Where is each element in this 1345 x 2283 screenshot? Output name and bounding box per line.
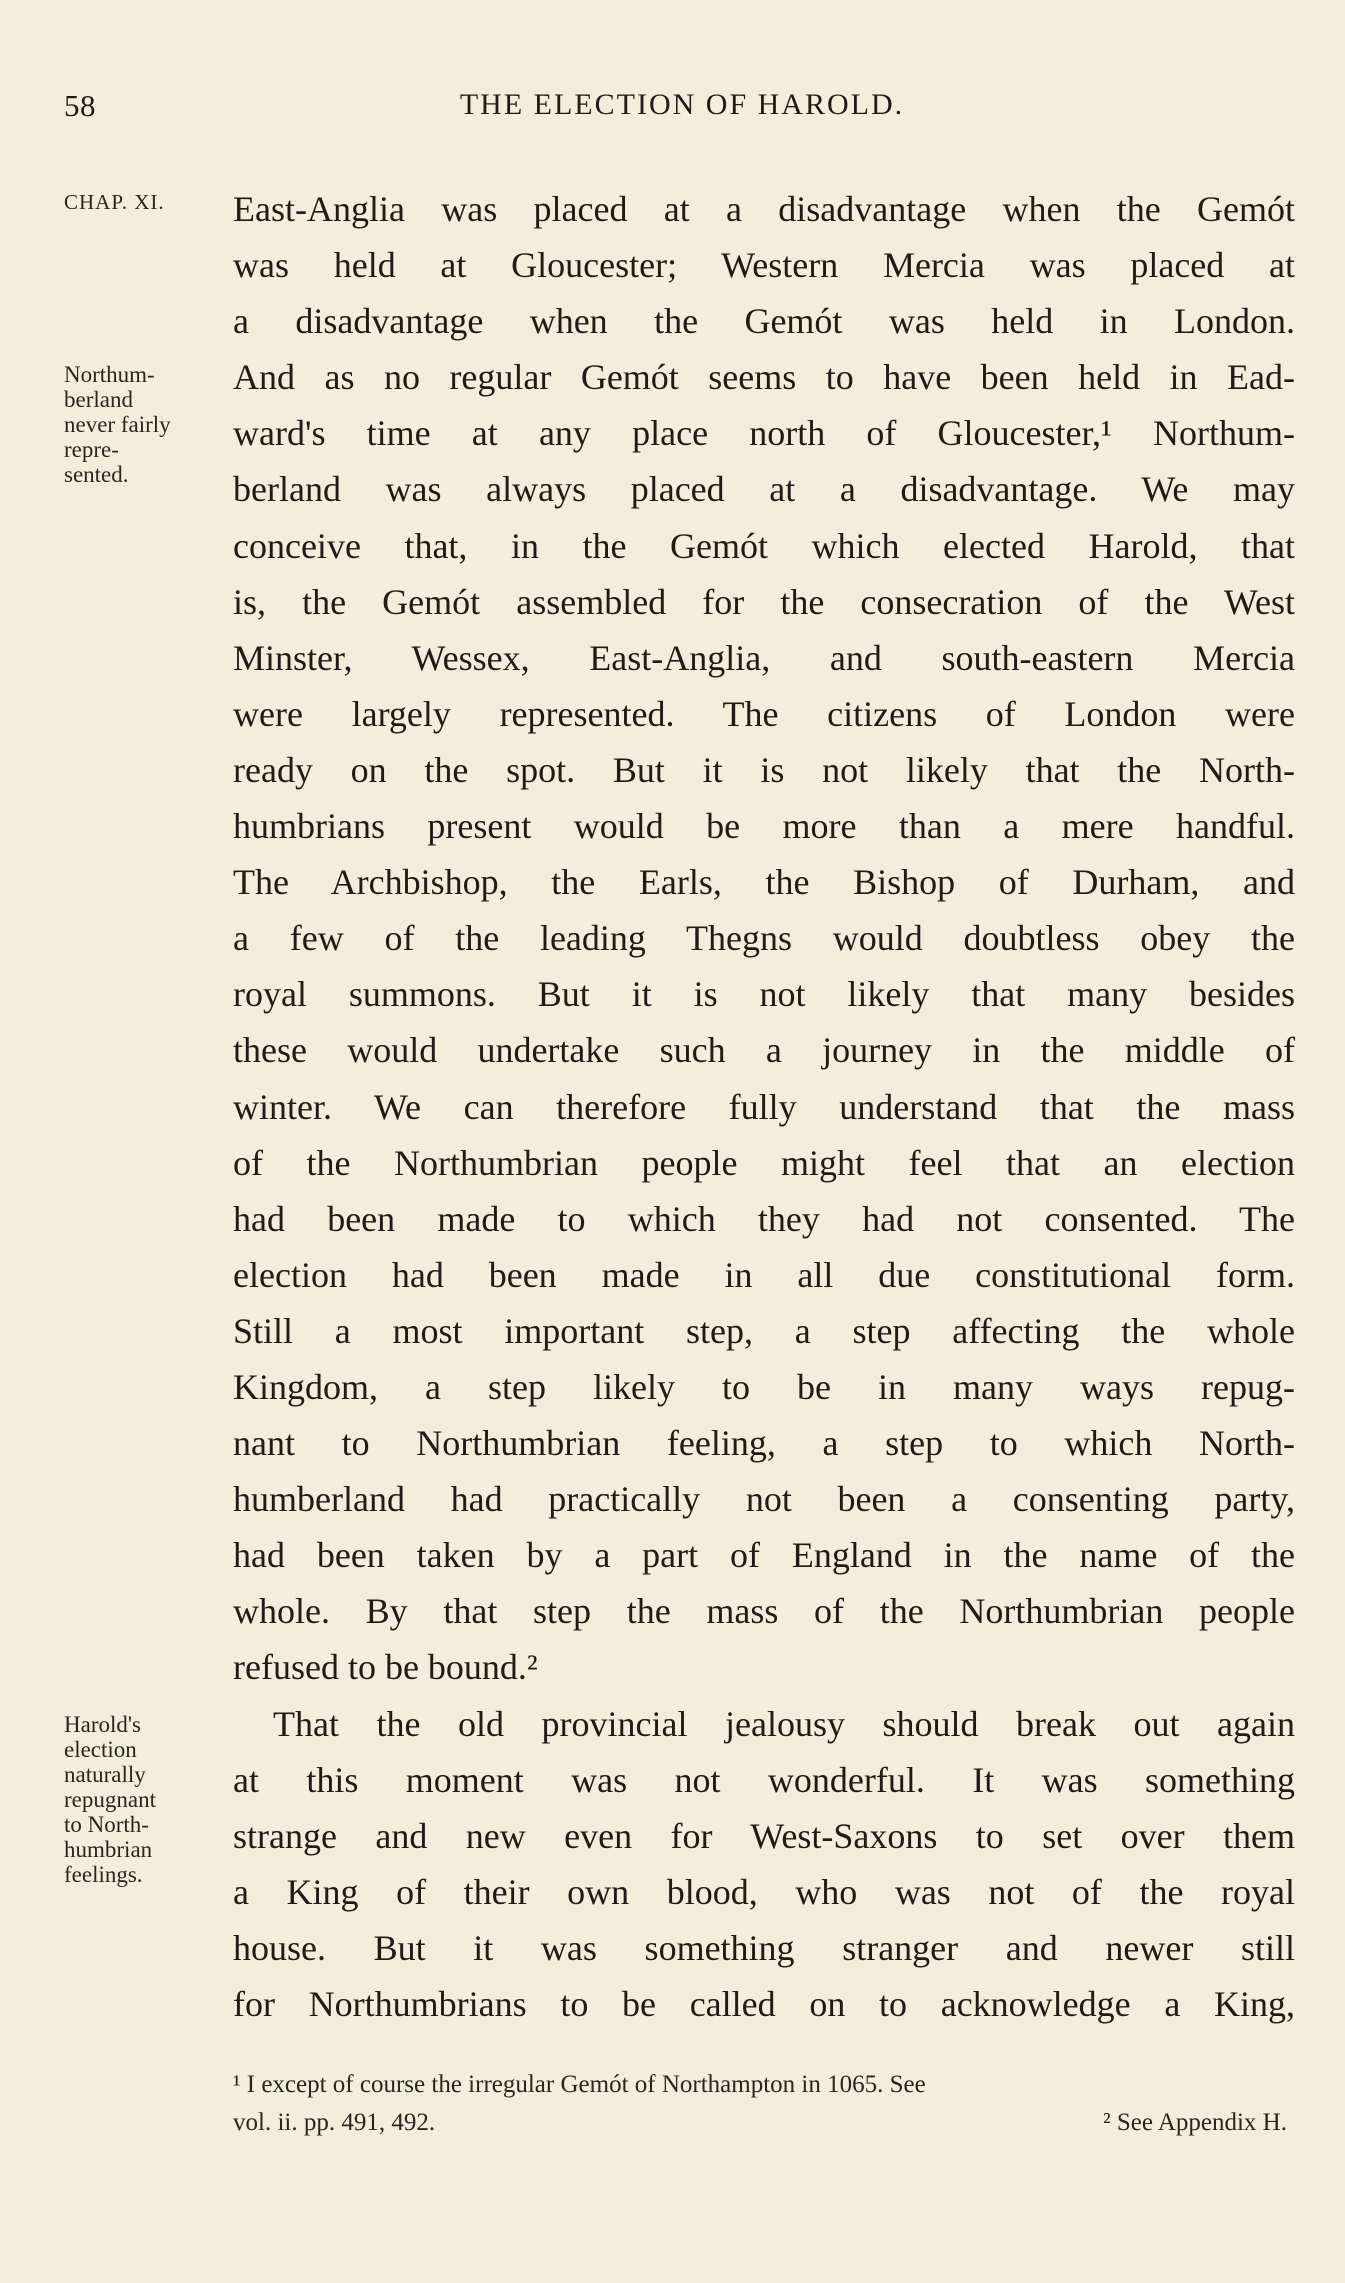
running-title: THE ELECTION OF HAROLD. (459, 88, 905, 121)
footnotes (233, 2066, 1295, 2142)
footnote-row (233, 2104, 1295, 2142)
footnote-1: ¹ I except of course the irregular Gemót of Northampton in 1065. See (233, 2071, 926, 2098)
text-line: East-Anglia was placed at a disadvantage when the Gemót (233, 189, 1295, 229)
text-line: these would undertake such a journey in the middle of (233, 1030, 1295, 1071)
text-line: was held at Gloucester; Western Mercia was placed at (233, 245, 1295, 286)
text-line: The Archbishop, the Earls, the Bishop of Durham, and (233, 862, 1295, 903)
text-line: whole. By that step the mass of the Northumbrian people (233, 1591, 1295, 1632)
text-line: had been made to which they had not consented. The (233, 1198, 1295, 1239)
margin-note-line: berland (64, 387, 133, 412)
margin-note-line: repugnant (64, 1787, 156, 1812)
text-line: That the old provincial jealousy should break out again (273, 1703, 1295, 1744)
margin-note-harolds-election (64, 1712, 234, 1887)
text-line: And as no regular Gemót seems to have been held in Ead- (233, 357, 1295, 398)
margin-note-line: repre- (64, 437, 119, 462)
margin-note-line: never fairly (64, 412, 171, 437)
text-line: conceive that, in the Gemót which elected Harold, that (233, 525, 1295, 566)
text-line: nant to Northumbrian feeling, a step to which North- (233, 1423, 1295, 1464)
text-line: house. But it was something stranger and newer still (233, 1927, 1295, 1968)
body-text (233, 181, 1295, 2032)
text-line: Still a most important step, a step affecting the whole (233, 1310, 1295, 1351)
text-line: humberland had practically not been a consenting party, (233, 1479, 1295, 1520)
text-line: election had been made in all due constitutional form. (233, 1254, 1295, 1295)
text-line: of the Northumbrian people might feel that an election (233, 1142, 1295, 1183)
margin-note-line: sented. (64, 462, 129, 487)
text-line: refused to be bound.² (233, 1647, 538, 1688)
text-line: Kingdom, a step likely to be in many ways repug- (233, 1366, 1295, 1407)
page-number: 58 (64, 88, 96, 123)
text-line: had been taken by a part of England in the name of the (233, 1535, 1295, 1576)
margin-note-line: to North- (64, 1812, 149, 1837)
text-line: Minster, Wessex, East-Anglia, and south-eastern Mercia (233, 637, 1295, 678)
margin-note-line: Northum- (64, 362, 155, 387)
margin-note-line: naturally (64, 1762, 146, 1787)
page-header (64, 88, 1300, 138)
text-line: berland was always placed at a disadvantage. We may (233, 469, 1295, 510)
text-line: winter. We can therefore fully understand that the mass (233, 1086, 1295, 1127)
text-line: ready on the spot. But it is not likely that the North- (233, 749, 1295, 790)
text-line: is, the Gemót assembled for the consecration of the West (233, 581, 1295, 622)
chapter-marker: CHAP. XI. (64, 190, 165, 214)
margin-note-line: Harold's (64, 1712, 141, 1737)
footnote-2: ² See Appendix H. (1103, 2109, 1287, 2136)
text-line: a King of their own blood, who was not of the royal (233, 1871, 1295, 1912)
text-line: ward's time at any place north of Gloucester,¹ Northum- (233, 413, 1295, 454)
text-line: at this moment was not wonderful. It was something (233, 1759, 1295, 1800)
text-line: were largely represented. The citizens of London were (233, 693, 1295, 734)
text-line: a few of the leading Thegns would doubtless obey the (233, 918, 1295, 959)
margin-note-line: humbrian (64, 1837, 153, 1862)
text-line: a disadvantage when the Gemót was held in London. (233, 301, 1295, 342)
footnote-1-continued: vol. ii. pp. 491, 492. (233, 2109, 436, 2136)
text-line: strange and new even for West-Saxons to set over them (233, 1815, 1295, 1856)
text-line: for Northumbrians to be called on to acknowledge a King, (233, 1984, 1295, 2024)
text-line: royal summons. But it is not likely that many besides (233, 974, 1295, 1015)
text-line: humbrians present would be more than a mere handful. (233, 806, 1295, 847)
margin-note-line: election (64, 1737, 137, 1762)
margin-note-northumberland (64, 362, 234, 487)
margin-note-line: feelings. (64, 1862, 143, 1887)
